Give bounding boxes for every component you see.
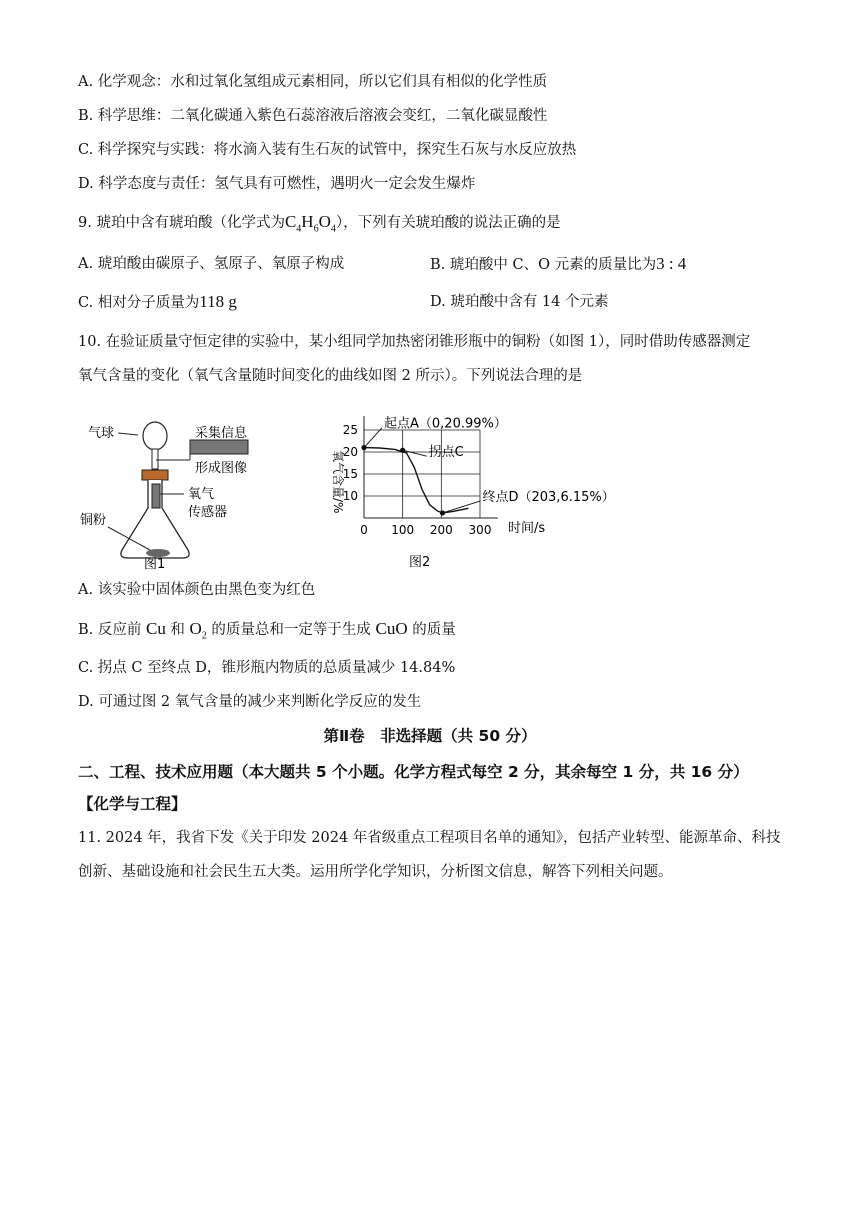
annotation-label: 终点D（203,6.15%） (482, 489, 615, 505)
fig2-caption: 图2 (409, 555, 431, 570)
q10-option-a: A. 该实验中固体颜色由黑色变为红色 (78, 582, 316, 598)
annotation-label: 拐点C (428, 445, 464, 461)
q9-stem (78, 212, 561, 239)
q10-option-b-pre: B. 反应前 (78, 622, 146, 638)
q10-option-c: C. 拐点 C 至终点 D，锥形瓶内物质的总质量减少 14.84% (78, 660, 456, 676)
stopper-icon (142, 470, 168, 480)
fig1-copper-label: 铜粉 (80, 513, 107, 528)
x-tick-label: 200 (429, 523, 453, 537)
q10-option-b-mid: 的质量总和一定等于生成 (206, 622, 376, 638)
y-tick-label: 20 (342, 445, 358, 459)
sub-heading: 【化学与工程】 (78, 795, 187, 813)
q11-line1: 11. 2024 年，我省下发《关于印发 2024 年省级重点工程项目名单的通知》，包括产业转型、能源革命、科技 (78, 830, 781, 846)
fig1-caption: 图1 (144, 557, 166, 570)
q11-line2: 创新、基础设施和社会民生五大类。运用所学化学知识，分析图文信息，解答下列相关问题。 (78, 864, 673, 880)
q10-option-b-o2: $O_2$ (189, 619, 207, 642)
q9-option-c-mass: 118 g (199, 292, 237, 311)
q10-option-d: D. 可通过图 2 氧气含量的减少来判断化学反应的发生 (78, 694, 422, 710)
y-tick-label: 10 (342, 489, 358, 503)
q10-option-b-and: 和 (165, 622, 190, 638)
q9-option-b-ratio: 3 : 4 (656, 254, 687, 273)
fig1-collect-line1: 采集信息 (195, 426, 248, 441)
x-tick-label: 100 (391, 523, 415, 537)
y-tick-label: 15 (342, 467, 358, 481)
q10-stem-line1: 10. 在验证质量守恒定律的实验中，某小组同学加热密闭锥形瓶中的铜粉（如图 1），同时借助传感器测定 (78, 334, 751, 350)
figure-2-chart (312, 392, 642, 572)
annotation-leader (442, 501, 480, 513)
oxygen-sensor-icon (152, 484, 160, 508)
q10-option-b-cuo: CuO (375, 619, 408, 638)
q9-stem-pre: 9. 琥珀中含有琥珀酸（化学式为 (78, 215, 285, 231)
q10-option-b-post: 的质量 (407, 622, 456, 638)
figure-1-apparatus (78, 398, 278, 570)
data-collector-icon (190, 440, 248, 454)
balloon-icon (143, 422, 167, 450)
q8-option-c: C. 科学探究与实践：将水滴入装有生石灰的试管中，探究生石灰与水反应放热 (78, 142, 577, 158)
x-tick-label: 0 (360, 523, 368, 537)
y-tick-label: 25 (342, 423, 358, 437)
q8-option-b: B. 科学思维：二氧化碳通入紫色石蕊溶液后溶液会变红，二氧化碳显酸性 (78, 108, 548, 124)
fig1-collect-line2: 形成图像 (195, 461, 248, 476)
fig1-balloon-label: 气球 (88, 426, 115, 441)
q10-option-b-cu: Cu (145, 619, 166, 638)
fig1-sensor-line1: 氧气 (188, 487, 215, 502)
chart-ylabel: 氧气含量/% (331, 450, 345, 514)
q9-stem-post: ），下列有关琥珀酸的说法正确的是 (335, 215, 561, 231)
q9-option-b-text: B. 琥珀酸中 C、O 元素的质量比为 (430, 257, 657, 273)
q9-option-b (430, 254, 686, 275)
q8-option-d: D. 科学态度与责任：氢气具有可燃性，遇明火一定会发生爆炸 (78, 176, 476, 192)
annotation-leader (364, 428, 382, 448)
chart-xlabel: 时间/s (508, 521, 546, 536)
q9-option-d: D. 琥珀酸中含有 14 个元素 (430, 294, 609, 310)
q9-option-a: A. 琥珀酸由碳原子、氢原子、氧原子构成 (78, 256, 345, 272)
q9-formula: $C_4H_6O_4$ (284, 212, 336, 235)
fig1-sensor-line2: 传感器 (188, 505, 228, 520)
section-2-title: 第Ⅱ卷 非选择题（共 50 分） (323, 727, 537, 745)
q9-option-c-text: C. 相对分子质量为 (78, 295, 200, 311)
x-tick-label: 300 (468, 523, 492, 537)
part-2-heading: 二、工程、技术应用题（本大题共 5 个小题。化学方程式每空 2 分，其余每空 1 分，共 16 分） (78, 763, 749, 781)
annotation-label: 起点A（0,20.99%） (384, 416, 507, 432)
q8-option-a: A. 化学观念：水和过氧化氢组成元素相同，所以它们具有相似的化学性质 (78, 74, 548, 90)
q10-option-b (78, 619, 456, 646)
q10-stem-line2: 氧气含量的变化（氧气含量随时间变化的曲线如图 2 所示）。下列说法合理的是 (78, 368, 583, 384)
q9-option-c (78, 292, 237, 313)
